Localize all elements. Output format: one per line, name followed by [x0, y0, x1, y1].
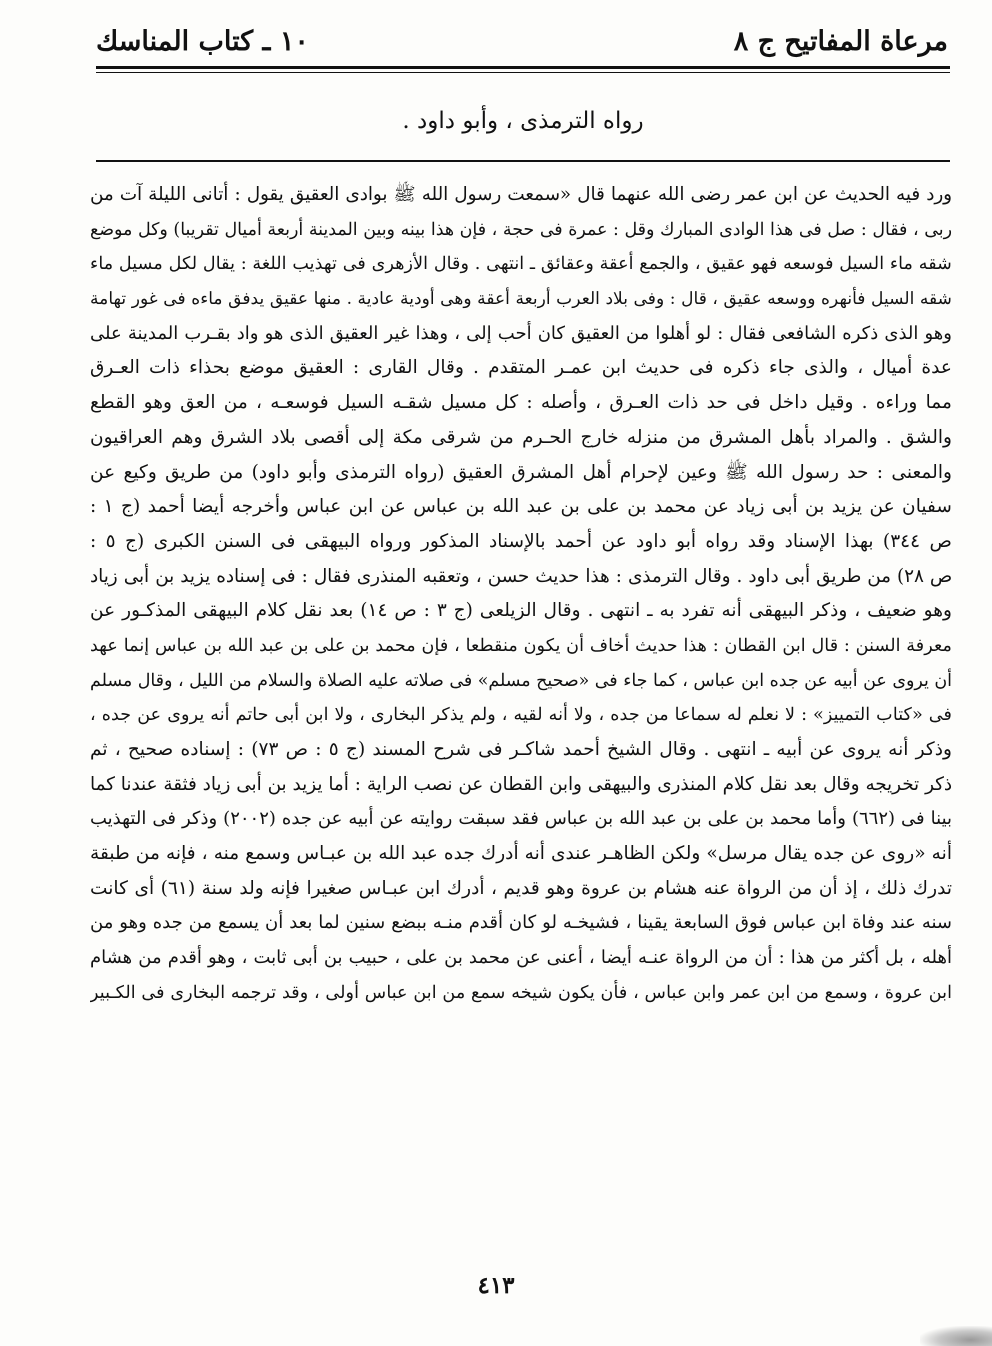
commentary-line: أنه «روى عن جده يقال مرسل» ولكن الظاهـر عندى أنه أدرك جده عبد الله بن عبـاس وسمع منه ، فإنه من طبقة	[90, 843, 952, 865]
header-rule-thin	[96, 72, 950, 73]
commentary-text	[90, 178, 952, 1011]
commentary-line: ص ٢٨) من طريق أبى داود . وقال الترمذى : هذا حديث حسن ، وتعقبه المنذرى فقال : فى إسناده يزيد بن أبى زياد	[90, 565, 952, 587]
commentary-line: مما وراءه . وقيل داخل فى حد ذات العـرق ، وأصله : كل مسيل شقـه السيل فوسعـه ، من العق وهو القطع	[90, 392, 952, 414]
commentary-line: ابن عروة ، وسمع من ابن عمر وابن عباس ، فأن يكون شيخه سمع من ابن عباس أولى ، وقد ترجمه البخارى فى الكـبير	[90, 982, 952, 1003]
commentary-line: فى «كتاب التمييز» : لا نعلم له سماعا من جده ، ولا أنه لقيه ، ولم يذكر البخارى ، ولا ابن أبى حاتم أنه يروى عن جده ،	[90, 705, 952, 726]
commentary-line: وهو الذى ذكره الشافعى فقال : لو أهلوا من العقيق كان أحب إلى ، وهذا غير العقيق الذى هو واد بقـرب المدينة على	[90, 322, 952, 344]
chapter-title: ١٠ ـ كتاب المناسك	[96, 26, 309, 57]
commentary-line: ورد فيه الحديث عن ابن عمر رضى الله عنهما قال «سمعت رسول الله ﷺ بوادى العقيق يقول : أتانى الليلة آت من	[90, 184, 952, 205]
commentary-line: وهو ضعيف ، وذكر البيهقى أنه تفرد به ـ انتهى . وقال الزيلعى (ج ٣ : ص ١٤) بعد نقل كلام البيهقى المذكـور عن	[90, 600, 952, 622]
scan-smudge	[920, 1326, 992, 1346]
commentary-line: ذكر تخريجه وقال بعد نقل كلام المنذرى والبيهقى وابن القطان عن نصب الراية : أما يزيد بن أبى زياد فثقة عندنا كما	[90, 773, 952, 795]
commentary-line: والشق . والمراد بأهل المشرق من منزله خارج الحـرم من شرقى مكة إلى أقصى بلاد الشرق وهم العراقيون	[90, 426, 952, 448]
commentary-line: والمعنى : حد رسول الله ﷺ وعين لإحرام أهل المشرق العقيق (رواه الترمذى وأبو داود) من طريق وكيع عن	[90, 461, 952, 483]
running-header	[96, 22, 948, 60]
commentary-line: ص ٣٤٤) بهذا الإسناد وقد رواه أبو داود عن أحمد بالإسناد المذكور ورواه البيهقى فى السنن الكبرى (ج ٥ :	[90, 530, 952, 552]
commentary-line: معرفة السنن : قال ابن القطان : هذا حديث أخاف أن يكون منقطعا ، فإن محمد بن على بن عبد الله بن عباس إنما عهد	[90, 635, 952, 656]
page-number: ٤١٣	[477, 1272, 515, 1299]
header-rule-thick	[96, 66, 950, 69]
commentary-line: ربى ، فقال : صل فى هذا الوادى المبارك وقل : عمرة فى حجة ، فإن هذا بينه وبين المدينة أربعة أميال تقريبا) وكل موضع	[90, 219, 952, 240]
section-divider	[96, 160, 950, 162]
commentary-line: شقه ماء السيل فوسعه فهو عقيق ، والجمع أعقة وعقائق ـ انتهى . وقال الأزهرى فى تهذيب اللغة : يقال لكل مسيل ماء	[90, 254, 952, 275]
hadith-source-line: رواه الترمذى ، وأبو داود .	[402, 108, 644, 134]
commentary-line: أن يروى عن أبيه عن جده ابن عباس ، كما جاء فى «صحيح مسلم» فى صلاته عليه الصلاة والسلام من الليل ، وقال مسلم	[90, 670, 952, 691]
commentary-line: أهله ، بل أكثر من هذا : أن من الرواة عنـه أيضا ، أعنى عن محمد بن على ، حبيب بن أبى ثابت ، وهو أقدم من هشام	[90, 947, 952, 969]
commentary-line: عدة أميال ، والذى جاء ذكره فى حديث ابن عمـر المتقدم . وقال القارى : العقيق موضع بحذاء ذات العـرق	[90, 357, 952, 379]
book-title: مرعاة المفاتيح ج ٨	[733, 26, 948, 57]
commentary-line: تدرك ذلك ، إذ أن من الرواة عنه هشام بن عروة وهو قديم ، أدرك ابن عبـاس صغيرا فإنه ولد سنة (٦١) أى كانت	[90, 877, 952, 899]
commentary-line: سنه عند وفاة ابن عباس فوق السابعة يقينا ، فشيخـه لو كان أقدم منـه ببضع سنين لما بعد أن يسمع من جده وهو من	[90, 912, 952, 934]
commentary-line: وذكر أنه يروى عن أبيه ـ انتهى . وقال الشيخ أحمد شاكـر فى شرح المسند (ج ٥ : ص ٧٣) : إسناده صحيح ، ثم	[90, 739, 952, 760]
commentary-line: شقه السيل فأنهره ووسعه عقيق ، قال : وفى بلاد العرب أربعة أعقة وهى أودية عادية . منها عقيق يدفق ماءه فى غور تهامة	[90, 289, 952, 310]
commentary-line: سفيان عن يزيد بن أبى زياد عن محمد بن على بن عبد الله بن عباس عن ابن عباس وأخرجه أيضا أحمد (ج ١ :	[90, 496, 952, 518]
commentary-line: بينا فى (٦٦٢) وأما محمد بن على بن عبد الله بن عباس فقد سبقت روايته عن أبيه عن جده (٢٠٠٢) وذكر فى التهذيب	[90, 808, 952, 830]
